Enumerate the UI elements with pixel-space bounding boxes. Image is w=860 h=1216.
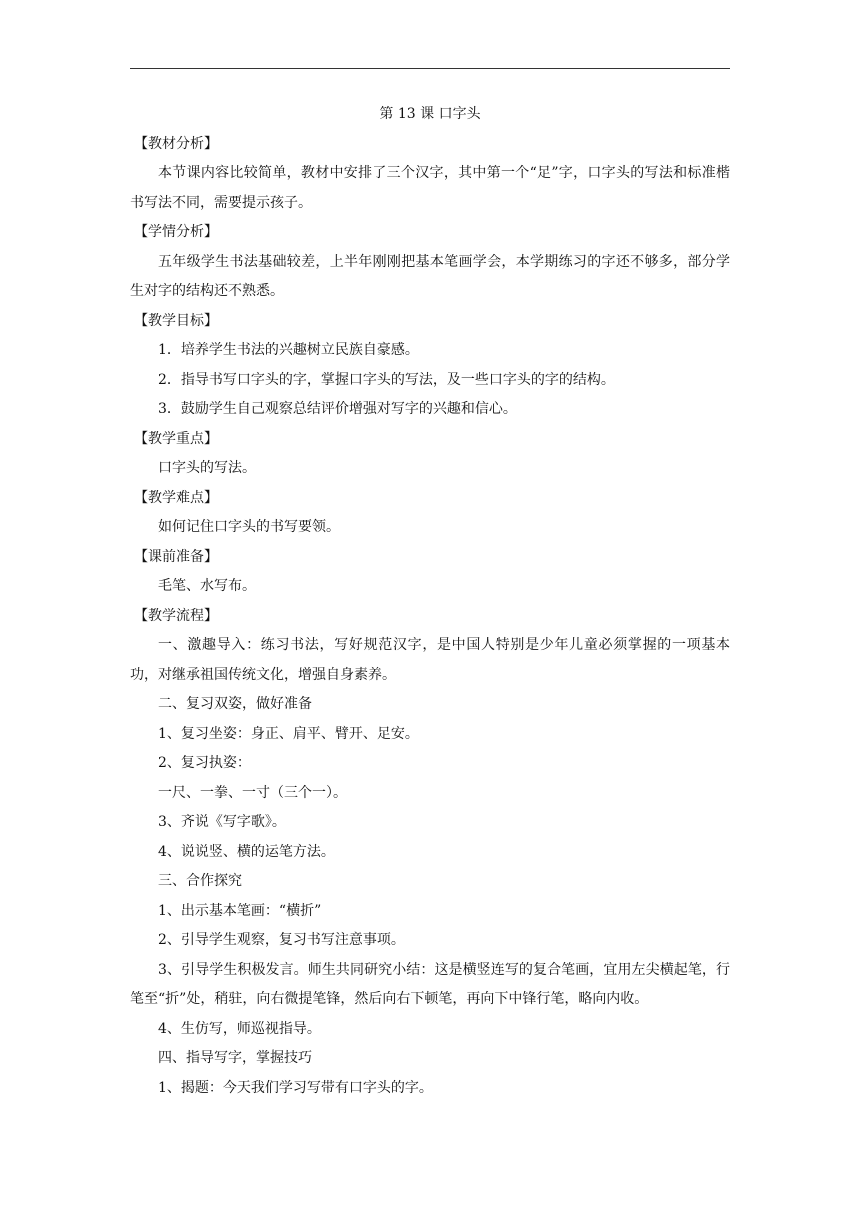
difficulty-text: 如何记住口字头的书写要领。 [158,519,340,535]
section-heading-teaching-process: 【教学流程】 [134,607,218,624]
process-explore-item-3: 3、引导学生积极发言。师生共同研究小结：这是横竖连写的复合笔画，宜用左尖横起笔，行笔至“折”处，稍驻，向右微提笔锋，然后向右下顿笔，再向下中锋行笔，略向内收。 [130,961,730,1007]
section-heading-textbook-analysis: 【教材分析】 [134,135,218,152]
header-rule [130,68,730,69]
section-heading-key-points: 【教学重点】 [134,430,218,447]
process-review-item-2: 2、复习执姿： [158,755,251,771]
section-heading-teaching-goals: 【教学目标】 [134,312,218,329]
paragraph-student-analysis: 五年级学生书法基础较差，上半年刚刚把基本笔画学会，本学期练习的字还不够多，部分学生对字的结构还不熟悉。 [130,253,730,299]
process-guide-item-1: 1、揭题：今天我们学习写带有口字头的字。 [158,1079,433,1096]
process-review-item-3: 3、齐说《写字歌》。 [158,814,286,830]
goal-item-1: 1．培养学生书法的兴趣树立民族自豪感。 [158,342,419,358]
process-review-item-1: 1、复习坐姿：身正、肩平、臂开、足安。 [158,725,419,742]
section-heading-student-analysis: 【学情分析】 [134,224,218,240]
goal-item-2: 2．指导书写口字头的字，掌握口字头的写法，及一些口字头的字的结构。 [158,371,615,388]
process-explore-item-2: 2、引导学生观察，复习书写注意事项。 [158,932,405,948]
section-heading-difficulties: 【教学难点】 [134,489,218,506]
process-step-guide-heading: 四、指导写字，掌握技巧 [158,1050,312,1066]
preparation-text: 毛笔、水写布。 [158,578,256,594]
process-step-review-heading: 二、复习双姿，做好准备 [158,696,312,712]
process-review-item-2-detail: 一尺、一拳、一寸（三个一）。 [158,784,347,801]
process-step-intro: 一、激趣导入：练习书法，写好规范汉字，是中国人特别是少年儿童必须掌握的一项基本功，对继承祖国传统文化，增强自身素养。 [130,637,730,683]
process-explore-item-4: 4、生仿写，师巡视指导。 [158,1020,321,1037]
goal-item-3: 3．鼓励学生自己观察总结评价增强对写字的兴趣和信心。 [158,401,517,417]
paragraph-textbook-analysis: 本节课内容比较简单，教材中安排了三个汉字，其中第一个“足”字，口字头的写法和标准楷书写法不同，需要提示孩子。 [130,165,730,211]
process-step-explore-heading: 三、合作探究 [158,873,242,889]
key-point-text: 口字头的写法。 [158,460,256,476]
document-body [130,100,730,1103]
process-explore-item-1: 1、出示基本笔画：“横折” [158,902,322,919]
page-title: 第 13 课 口字头 [379,106,481,122]
section-heading-preparation: 【课前准备】 [134,548,218,565]
process-review-item-4: 4、说说竖、横的运笔方法。 [158,843,335,860]
